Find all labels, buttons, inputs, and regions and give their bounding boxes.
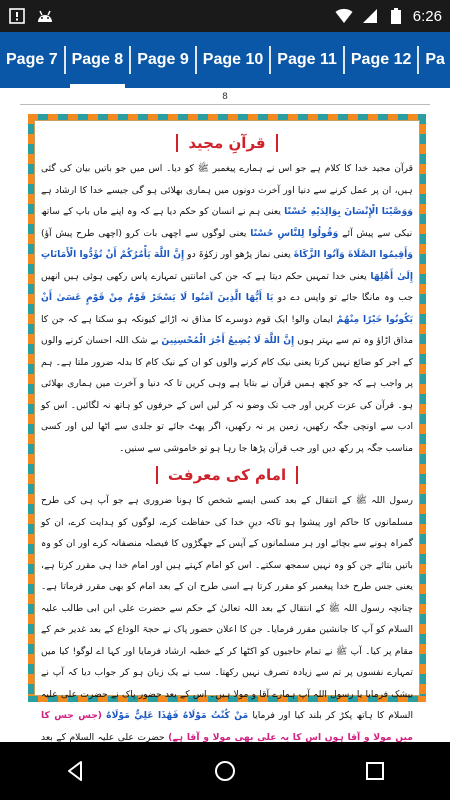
ayah-text: إِنَّ اللَّهَ يَأْمُرُكُمْ أَنْ تُؤَدُّوا الْأَمَانَاتِ إِلَىٰ أَهْلِهَا bbox=[41, 249, 413, 282]
decorative-border bbox=[22, 108, 432, 743]
ayah-text: إِنَّ اللَّهَ لَا يُضِيعُ أَجْرَ الْمُحْسِنِينَ bbox=[161, 335, 295, 346]
page-tab-bar bbox=[0, 32, 450, 88]
text-run: رسول اللہ ﷺ کے انتقال کے بعد کسی ایسے شخص کا ہونا ضروری ہے جو آپ ہی کی طرح مسلمانوں کا حاکم اور پیشوا ہو تاکہ دینِ خدا کی حفاظت کرے، لوگوں کو ہدایت کرے، ان کو گمراہ ہونے سے بچائے اور ہر مسلمانوں کے آپس کے جھگڑوں کا فیصلہ منصفانہ کرے اور ان کو وہ باتیں بتائے جن کو وہ نہیں سمجھ سکتے۔ اس کو امام کہتے ہیں اور امام خدا ہی مقرر کرتا ہے، یعنی جس طرح خدا پیغمبر کو مقرر کرتا ہے اسی طرح ان کے بعد امام کو بھی مقرر فرماتا ہے۔ چنانچہ رسول اللہ ﷺ کے انتقال کے بعد اللہ تعالیٰ کے حکم سے حضرت علی ابن ابی طالب علیہ السلام کو آپ کا جانشین مقرر فرمایا۔ جن کا اعلان حضور پاک نے حجۃ الوداع کے بعد غدیر خم کے مقام پر کیا۔ آپ ﷺ نے تمام حاجیوں کو اکٹھا کر کے خطبہ ارشاد فرمایا اور کہا اے لوگو! کیا میں تمہارے نفسوں پر تم سے زیادہ تصرف نہیں رکھتا۔ سب نے یک زبان ہو کر جواب دیا کہ آپ نے بیشک فرمایا یا رسول اللہ آپ ہمارے آقا و مولا ہیں۔ اس کے بعد حضور پاک نے حضرت علی علیہ السلام کا ہاتھ پکڑ کر بلند کیا اور فرمایا bbox=[41, 495, 414, 721]
tab-page-10[interactable]: Page 10 bbox=[202, 51, 264, 68]
text-run: بے شک اللہ احسان کرنے والوں کے اجر کو ضائع نہیں کرتا یعنی نیک کام کرنے والوں کو ان کے نیک کام کا بدلہ ضرور ملتا ہے۔ ہم پر واجب ہے کہ جو کچھ ہمیں قرآن نے بتایا ہے وہی کریں تا کہ دنیا و آخرت میں ہماری بھلائی ہو۔ قرآن کی عزت کریں اور جب تک وضو نہ کر لیں اس کے حرفوں کو ہاتھ نہ لگائیں۔ اس کو ادب سے اونچی جگہ رکھیں، زمین پر نہ رکھیں، اگر پھٹ جائے تو جلدی سے اٹھا لیں اور کسی مناسب جگہ پر رکھ دیں اور جب قرآن پڑھا جا رہا ہو تو خاموشی سے سنیں۔ bbox=[41, 335, 413, 454]
text-run: ایمان والو! ایک قوم دوسرے کا مذاق نہ اڑائے کیونکہ ہو سکتا ہے کہ جن کا مذاق اڑاؤ وہ تم سے بہتر ہوں bbox=[41, 313, 413, 346]
imam-paragraph bbox=[41, 490, 413, 770]
tab-page-12[interactable]: Page 12 bbox=[350, 51, 412, 68]
recents-button[interactable] bbox=[355, 751, 395, 791]
alert-icon bbox=[8, 7, 26, 25]
signal-icon bbox=[361, 7, 379, 25]
tab-page-7[interactable]: Page 7 bbox=[6, 51, 58, 68]
status-bar bbox=[0, 0, 450, 32]
ayah-text: وَوَصَّيْنَا الْإِنْسَانَ بِوَالِدَيْهِ حُسْنًا bbox=[284, 206, 413, 217]
ayah-text: مَنْ كُنْتُ مَوْلَاهُ فَهَٰذَا عَلِيٌّ مَوْلَاهُ bbox=[106, 710, 249, 721]
ayah-text: يَا أَيُّهَا الَّذِينَ آمَنُوا لَا يَسْخَرْ قَوْمٌ مِنْ قَوْمٍ عَسَىٰ أَنْ يَكُونُوا خَيْرًا مِنْهُمْ bbox=[41, 292, 413, 325]
text-run: یعنی خدا تمہیں حکم دیتا ہے کہ جن کی امانتیں تمہارے پاس رکھی ہوئی ہیں انھیں جب وہ مانگا جائے تو واپس دے دو bbox=[41, 270, 413, 303]
page-body bbox=[34, 120, 420, 743]
ayah-text: وَأَقِيمُوا الصَّلَاةَ وَآتُوا الزَّكَاةَ bbox=[293, 249, 414, 260]
ayah-text: وَقُولُوا لِلنَّاسِ حُسْنًا bbox=[250, 227, 339, 239]
text-run: قرآن مجید خدا کا کلام ہے جو اس نے ہمارے پیغمبر ﷺ کو دیا۔ اس میں جو باتیں بیان کی گئی ہیں، ان پر عمل کرنے سے دنیا اور آخرت دونوں میں ہماری بھلائی ہو گی جیسے خدا کا ارشاد ہے bbox=[41, 163, 413, 196]
section-heading-quran bbox=[41, 133, 413, 152]
system-nav-bar bbox=[0, 742, 450, 800]
page-number: 8 bbox=[222, 92, 228, 102]
text-run: یعنی نماز پڑھو اور زکوٰۃ دو bbox=[184, 249, 291, 260]
text-run: یعنی لوگوں سے اچھی بات کرو (اچھی طرح پیش آؤ) bbox=[41, 227, 247, 239]
home-button[interactable] bbox=[205, 751, 245, 791]
android-icon bbox=[36, 7, 54, 25]
recents-icon bbox=[363, 759, 387, 783]
tab-page-13-partial[interactable]: Pa bbox=[425, 51, 445, 68]
quran-paragraph bbox=[41, 158, 413, 459]
wifi-icon bbox=[335, 7, 353, 25]
highlight-text: (جس جس کا میں مولا و آقا ہوں اس کا یہ علی بھی مولا و آقا ہے) bbox=[41, 710, 413, 743]
battery-icon bbox=[387, 7, 405, 25]
header-rule bbox=[20, 104, 430, 105]
tab-page-8[interactable]: Page 8 bbox=[66, 32, 130, 88]
status-time: 6:26 bbox=[412, 7, 442, 25]
back-icon bbox=[63, 759, 87, 783]
tab-page-9[interactable]: Page 9 bbox=[137, 51, 189, 68]
text-run: یعنی ہم نے انسان کو حکم دیا ہے کہ وہ اپنے ماں باپ کے ساتھ نیکی سے پیش آئے bbox=[41, 206, 413, 239]
section-heading-imam bbox=[41, 465, 413, 484]
section-heading-imam-text: امام کی معرفت bbox=[156, 466, 298, 484]
home-icon bbox=[213, 759, 237, 783]
section-heading-quran-text: قرآنِ مجید bbox=[176, 134, 277, 152]
back-button[interactable] bbox=[55, 751, 95, 791]
tab-page-11[interactable]: Page 11 bbox=[277, 51, 337, 68]
page-content[interactable] bbox=[0, 88, 450, 742]
text-run: حضرت علی علیہ السلام کے بعد bbox=[41, 731, 165, 743]
